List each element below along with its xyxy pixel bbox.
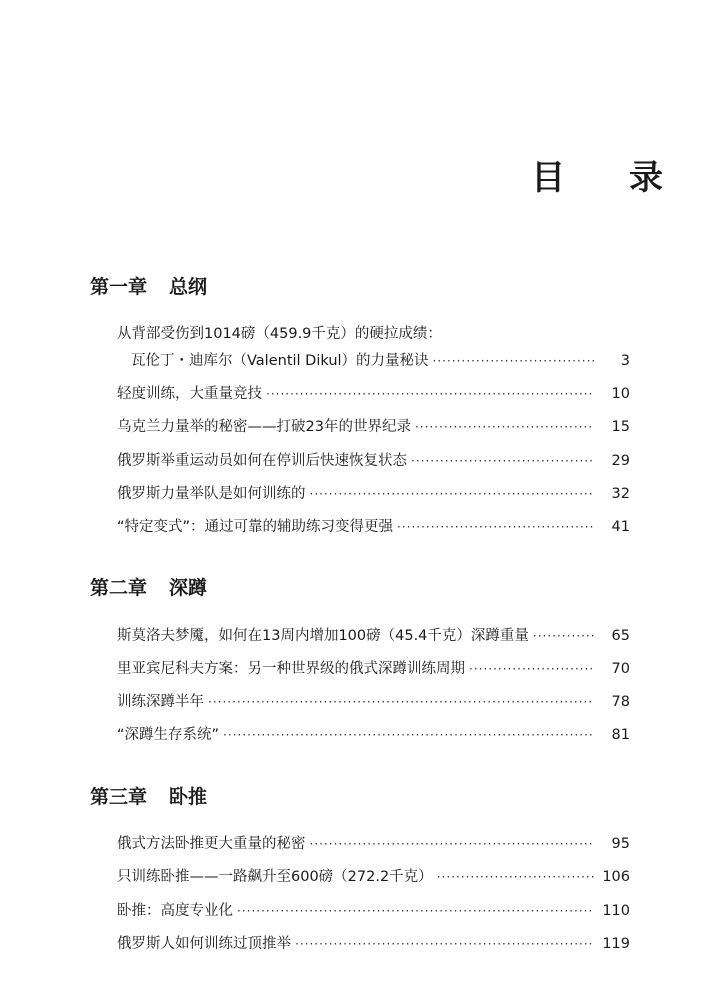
chapter-name: 卧推 [169,786,208,808]
toc-entry[interactable] [117,725,630,745]
chapter-heading [90,573,207,600]
toc-entry[interactable] [117,901,630,921]
toc-entry[interactable] [117,324,630,371]
toc-page-number: 3 [620,353,630,369]
toc-entry-text: 俄罗斯举重运动员如何在停训后快速恢复状态 [117,453,407,469]
toc-entry-text: 轻度训练，大重量竞技 [117,386,262,402]
toc-entry[interactable] [117,417,630,437]
toc-entry[interactable] [117,692,630,712]
toc-entry[interactable] [117,484,630,504]
toc-entry[interactable] [117,659,630,679]
toc-entry-text: 俄罗斯人如何训练过顶推举 [117,936,291,952]
toc-page-number: 41 [611,519,630,535]
dot-leader [310,834,595,854]
chapter-number: 第二章 [90,577,148,599]
toc-page-number: 29 [611,453,630,469]
toc-page-number: 32 [611,486,630,502]
toc-entry-text: 训练深蹲半年 [117,694,204,710]
toc-page-number: 81 [611,727,630,743]
toc-page-number: 110 [602,903,630,919]
dot-leader [433,351,594,371]
toc-entry[interactable] [117,517,630,537]
dot-leader [266,384,594,404]
toc-entry-text: 卧推：高度专业化 [117,903,233,919]
toc-entry[interactable] [117,626,630,646]
dot-leader [469,659,594,679]
toc-page-number: 119 [602,936,630,952]
toc-entry-text: 斯莫洛夫梦魇，如何在13周内增加100磅（45.4千克）深蹲重量 [117,628,529,644]
dot-leader [437,867,594,887]
chapter-number: 第三章 [90,786,148,808]
toc-entry-text: 俄罗斯力量举队是如何训练的 [117,486,306,502]
dot-leader [533,626,594,646]
toc-entry[interactable] [117,451,630,471]
toc-entry[interactable] [117,834,630,854]
toc-page-number: 106 [602,869,630,885]
chapter-number: 第一章 [90,276,148,298]
toc-entry-text: “深蹲生存系统” [117,727,220,743]
toc-entry[interactable] [117,384,630,404]
toc-entry-text: 里亚宾尼科夫方案：另一种世界级的俄式深蹲训练周期 [117,661,465,677]
dot-leader [411,451,594,471]
toc-entry-text: 俄式方法卧推更大重量的秘密 [117,836,306,852]
toc-entry-text: 只训练卧推——一路飙升至600磅（272.2千克） [117,869,433,885]
chapter-heading [90,782,207,809]
chapter-name: 深蹲 [169,577,208,599]
dot-leader [223,725,594,745]
toc-entry-text: 从背部受伤到1014磅（459.9千克）的硬拉成绩： [117,326,442,342]
page-title: 目 录 [531,158,689,198]
toc-entry[interactable] [117,934,630,954]
toc-page-number: 10 [611,386,630,402]
toc-page-number: 70 [611,661,630,677]
toc-page-number: 95 [611,836,630,852]
toc-entry[interactable] [117,867,630,887]
dot-leader [310,484,595,504]
dot-leader [237,901,594,921]
toc-page-number: 15 [611,419,630,435]
dot-leader [415,417,594,437]
toc-page-number: 65 [611,628,630,644]
dot-leader [397,517,594,537]
chapter-name: 总纲 [169,276,208,298]
toc-entry-text: 瓦伦丁・迪库尔（Valentil Dikul）的力量秘诀 [131,353,429,369]
toc-page-number: 78 [611,694,630,710]
toc-entry-text: “特定变式”：通过可靠的辅助练习变得更强 [117,519,394,535]
chapter-heading [90,272,207,299]
toc-entry-text: 乌克兰力量举的秘密——打破23年的世界纪录 [117,419,411,435]
dot-leader [208,692,594,712]
dot-leader [295,934,594,954]
